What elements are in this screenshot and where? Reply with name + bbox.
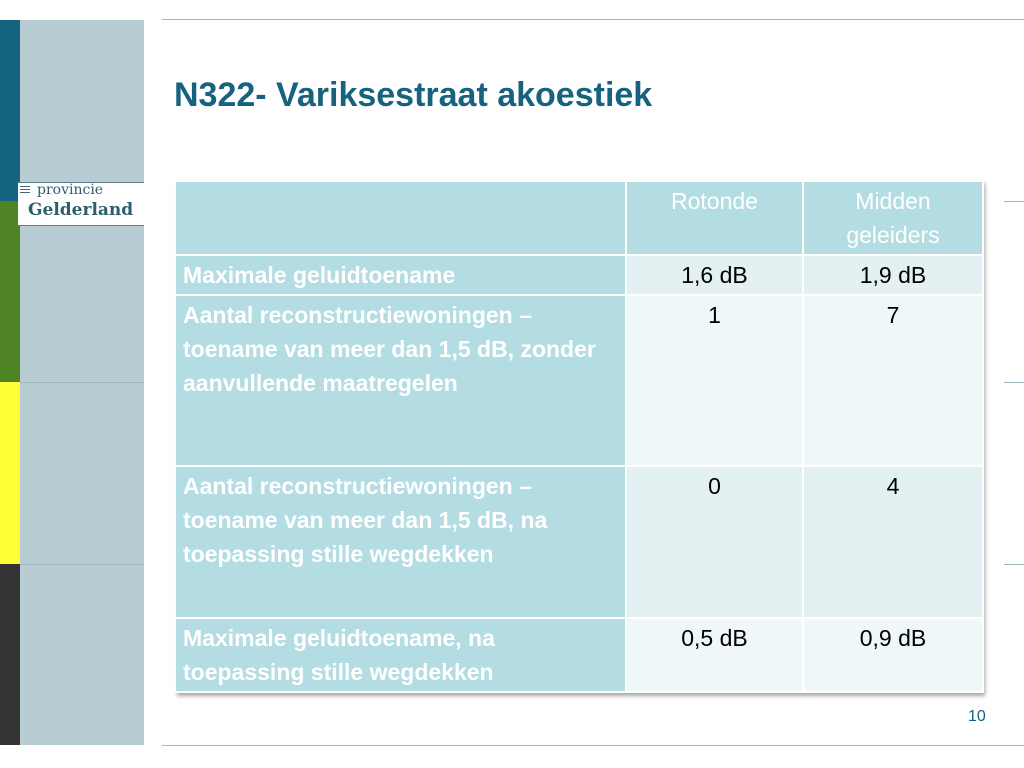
cell-midden-geleiders: 0,9 dB — [803, 618, 983, 692]
header-cell-empty — [175, 181, 626, 255]
logo-text-provincie: provincie — [37, 182, 104, 198]
top-rule — [162, 19, 1024, 20]
cell-rotonde: 1 — [626, 295, 803, 466]
header-cell-midden-geleiders: Midden geleiders — [803, 181, 983, 255]
slide-title: N322- Variksestraat akoestiek — [174, 76, 653, 114]
stripe-yellow — [0, 382, 20, 564]
logo-text-gelderland: Gelderland — [28, 200, 134, 220]
table-header-row — [175, 181, 983, 255]
divider-left — [20, 382, 144, 383]
divider-right — [1004, 201, 1024, 202]
table-row — [175, 618, 983, 692]
comparison-table-wrapper — [174, 180, 982, 693]
comparison-table — [174, 180, 984, 693]
cell-rotonde: 1,6 dB — [626, 255, 803, 295]
cell-midden-geleiders: 4 — [803, 466, 983, 618]
table-row — [175, 295, 983, 466]
cell-rotonde: 0 — [626, 466, 803, 618]
cell-midden-geleiders: 7 — [803, 295, 983, 466]
divider-left — [20, 564, 144, 565]
bottom-rule — [162, 745, 1024, 746]
stripe-dark — [0, 564, 20, 745]
logo-mark-icon — [20, 186, 30, 195]
logo-provincie-gelderland — [18, 182, 144, 226]
row-label: Maximale geluidtoename, na toepassing stille wegdekken — [175, 618, 626, 692]
cell-midden-geleiders: 1,9 dB — [803, 255, 983, 295]
table-row — [175, 255, 983, 295]
stripe-green — [0, 201, 20, 382]
row-label: Maximale geluidtoename — [175, 255, 626, 295]
row-label: Aantal reconstructiewoningen – toename van meer dan 1,5 dB, na toepassing stille wegdekken — [175, 466, 626, 618]
divider-right — [1004, 382, 1024, 383]
page-number: 10 — [968, 708, 986, 725]
cell-rotonde: 0,5 dB — [626, 618, 803, 692]
table-row — [175, 466, 983, 618]
row-label: Aantal reconstructiewoningen – toename van meer dan 1,5 dB, zonder aanvullende maatregelen — [175, 295, 626, 466]
divider-right — [1004, 564, 1024, 565]
stripe-blue — [0, 20, 20, 201]
header-cell-rotonde: Rotonde — [626, 181, 803, 255]
